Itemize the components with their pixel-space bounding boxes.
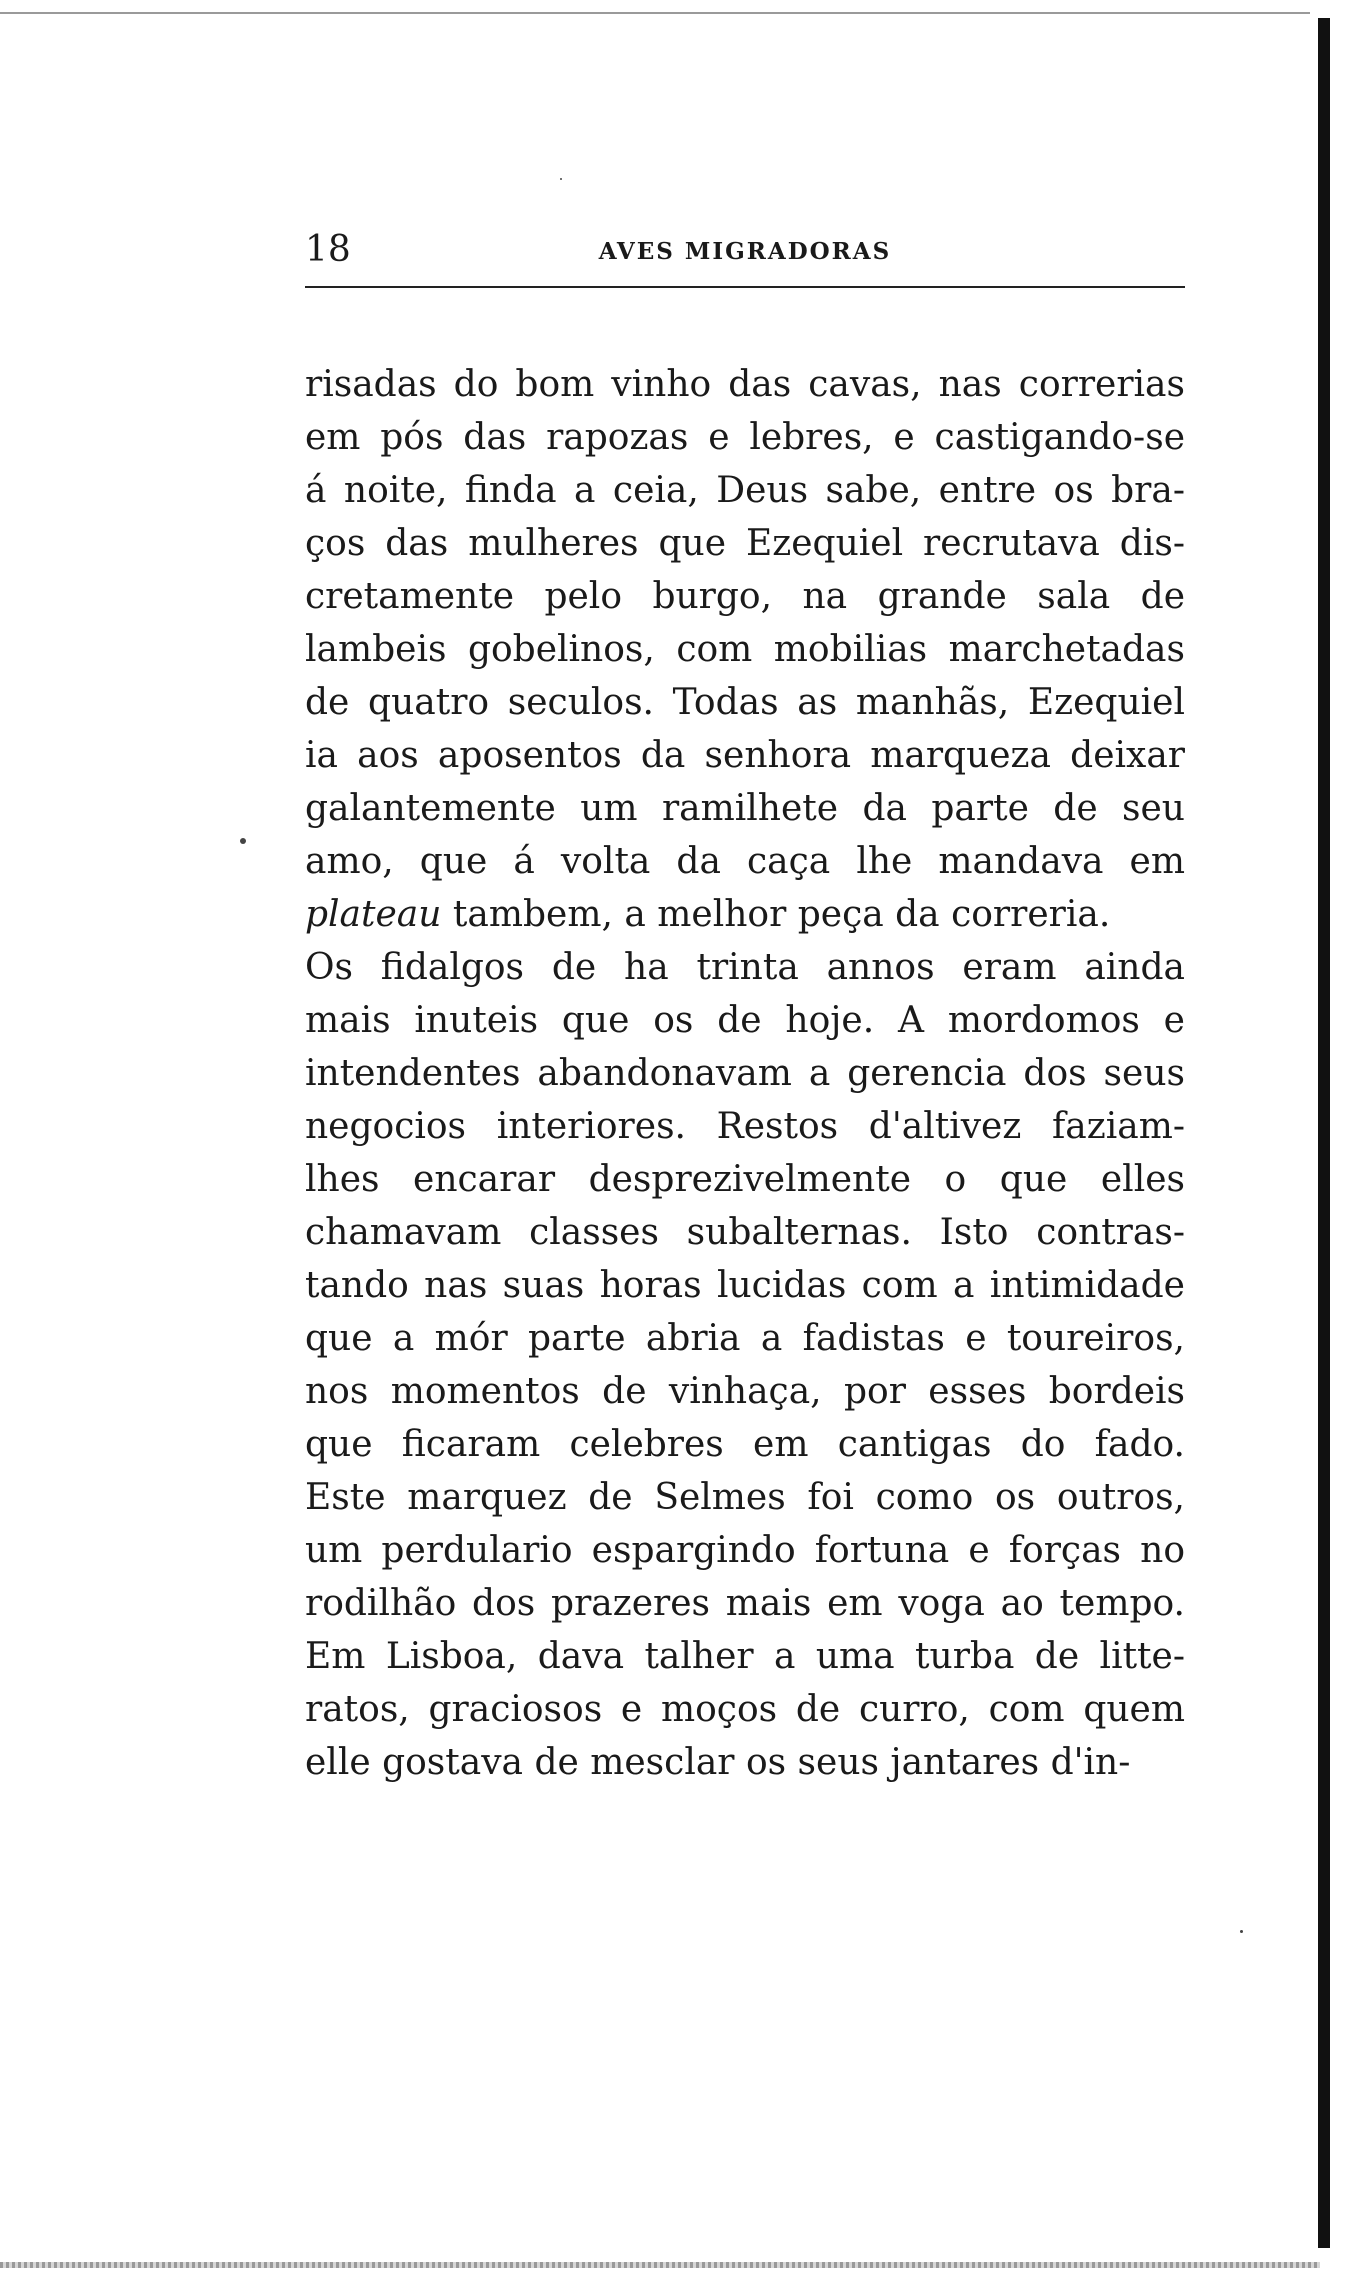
header-rule (305, 286, 1185, 288)
text-line: que a mór parte abria a fadistas e toureiros, (305, 1318, 1185, 1359)
page-number: 18 (305, 229, 351, 270)
text-line: mais inuteis que os de hoje. A mordomos e (305, 1000, 1185, 1041)
text-line: chamavam classes subalternas. Isto contras- (305, 1212, 1185, 1253)
page-header (305, 228, 1185, 272)
page-top-edge (0, 12, 1310, 14)
text-line: galantemente um ramilhete da parte de seu (305, 788, 1185, 829)
body-text (305, 358, 1185, 1789)
ink-speck (240, 838, 246, 844)
text-line: ços das mulheres que Ezequiel recrutava dis- (305, 523, 1185, 564)
text-line: ia aos aposentos da senhora marqueza deixar (305, 735, 1185, 776)
text-line: Em Lisboa, dava talher a uma turba de litte- (305, 1636, 1185, 1677)
ink-speck (1240, 1930, 1243, 1933)
text-line: um perdulario espargindo fortuna e forças no (305, 1530, 1185, 1571)
page-bottom-edge (0, 2262, 1320, 2268)
text-line: rodilhão dos prazeres mais em voga ao tempo. (305, 1583, 1185, 1624)
text-line-rest: tambem, a melhor peça da correria. (452, 894, 1111, 935)
text-line: tando nas suas horas lucidas com a intimidade (305, 1265, 1185, 1306)
text-line: á noite, finda a ceia, Deus sabe, entre os bra- (305, 470, 1185, 511)
text-line: cretamente pelo burgo, na grande sala de (305, 576, 1185, 617)
text-line: elle gostava de mesclar os seus jantares d'in- (305, 1742, 1131, 1783)
text-line: intendentes abandonavam a gerencia dos seus (305, 1053, 1185, 1094)
text-line: nos momentos de vinhaça, por esses bordeis (305, 1371, 1185, 1412)
page-binding-shadow (1318, 18, 1330, 2248)
text-line: Os fidalgos de ha trinta annos eram ainda (305, 947, 1185, 988)
text-line: ratos, graciosos e moços de curro, com quem (305, 1689, 1185, 1730)
text-line: amo, que á volta da caça lhe mandava em (305, 841, 1185, 882)
text-line: de quatro seculos. Todas as manhãs, Ezequiel (305, 682, 1185, 723)
text-line: em pós das rapozas e lebres, e castigando-se (305, 417, 1185, 458)
running-title: AVES MIGRADORAS (598, 238, 892, 265)
italic-word: plateau (305, 894, 442, 935)
text-line: que ficaram celebres em cantigas do fado. (305, 1424, 1185, 1465)
text-line-with-italic (305, 888, 1185, 941)
text-line: lambeis gobelinos, com mobilias marchetadas (305, 629, 1185, 670)
ink-speck (560, 178, 562, 180)
text-line: Este marquez de Selmes foi como os outros, (305, 1477, 1185, 1518)
text-line: risadas do bom vinho das cavas, nas correrias (305, 364, 1185, 405)
text-line: negocios interiores. Restos d'altivez faziam- (305, 1106, 1185, 1147)
text-line: lhes encarar desprezivelmente o que elles (305, 1159, 1185, 1200)
